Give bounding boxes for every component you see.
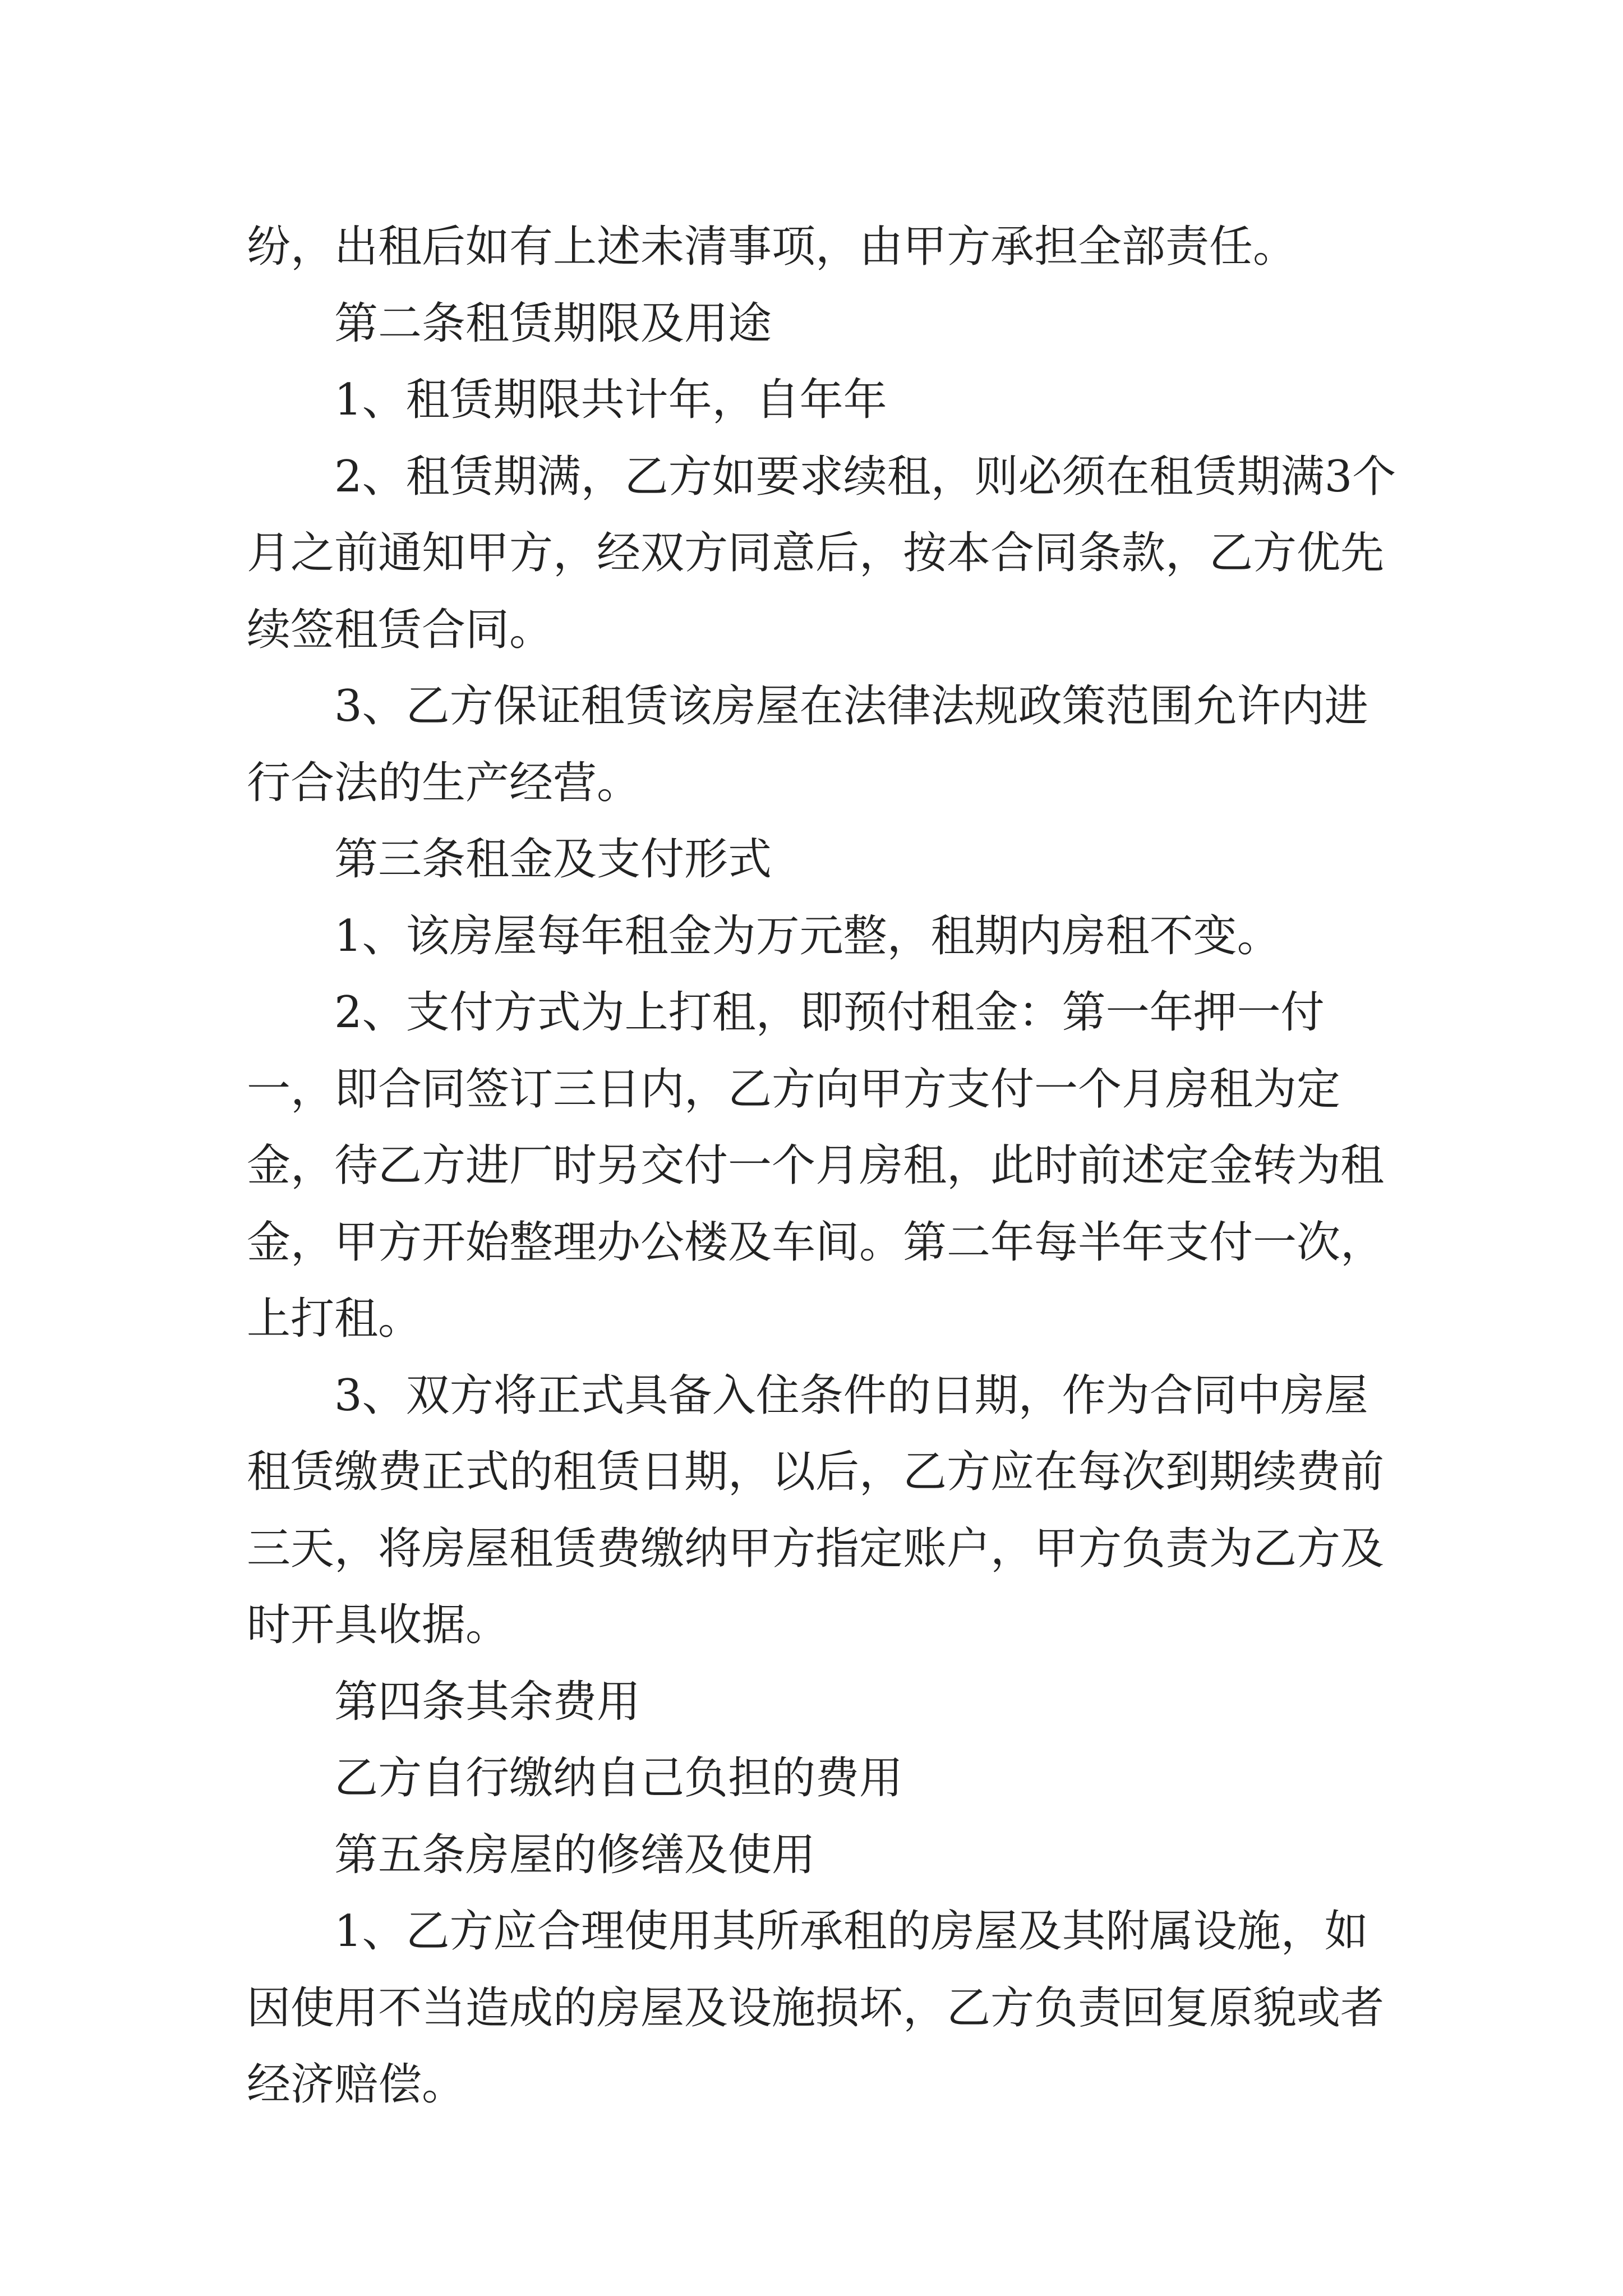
article-2-clause-2: 2、租赁期满，乙方如要求续租，则必须在租赁期满3个月之前通知甲方，经双方同意后，按本合同条款，乙方优先续签租赁合同。 — [247, 451, 1396, 655]
article-2-clause-1: 1、租赁期限共计年，自年年 — [334, 375, 887, 425]
article-5-clause-1: 1、乙方应合理使用其所承租的房屋及其附属设施，如因使用不当造成的房屋及设施损坏，乙方负责回复原貌或者经济赔偿。 — [247, 1906, 1385, 2110]
article-4-heading: 第四条其余费用 — [334, 1676, 641, 1727]
article-4-body: 乙方自行缴纳自己负担的费用 — [334, 1753, 903, 1803]
article-3-clause-1: 1、该房屋每年租金为万元整，租期内房租不变。 — [334, 910, 1281, 961]
document-body — [247, 209, 1402, 2123]
article-3-clause-3: 3、双方将正式具备入住条件的日期，作为合同中房屋租赁缴费正式的租赁日期，以后，乙方应在每次到期续费前三天，将房屋租赁费缴纳甲方指定账户，甲方负责为乙方及时开具收据。 — [247, 1370, 1385, 1650]
article-2-heading: 第二条租赁期限及用途 — [334, 298, 772, 349]
article-3-clause-2: 2、支付方式为上打租，即预付租金：第一年押一付一，即合同签订三日内，乙方向甲方支付一个月房租为定金，待乙方进厂时另交付一个月房租，此时前述定金转为租金，甲方开始整理办公楼及车间。第二年每半年支付一次，上打租。 — [247, 987, 1385, 1344]
article-5-heading: 第五条房屋的修缮及使用 — [334, 1829, 816, 1880]
article-2-clause-3: 3、乙方保证租赁该房屋在法律法规政策范围允许内进行合法的生产经营。 — [247, 681, 1368, 808]
article-3-heading: 第三条租金及支付形式 — [334, 834, 772, 885]
paragraph-continuation: 纷，出租后如有上述未清事项，由甲方承担全部责任。 — [247, 222, 1297, 272]
